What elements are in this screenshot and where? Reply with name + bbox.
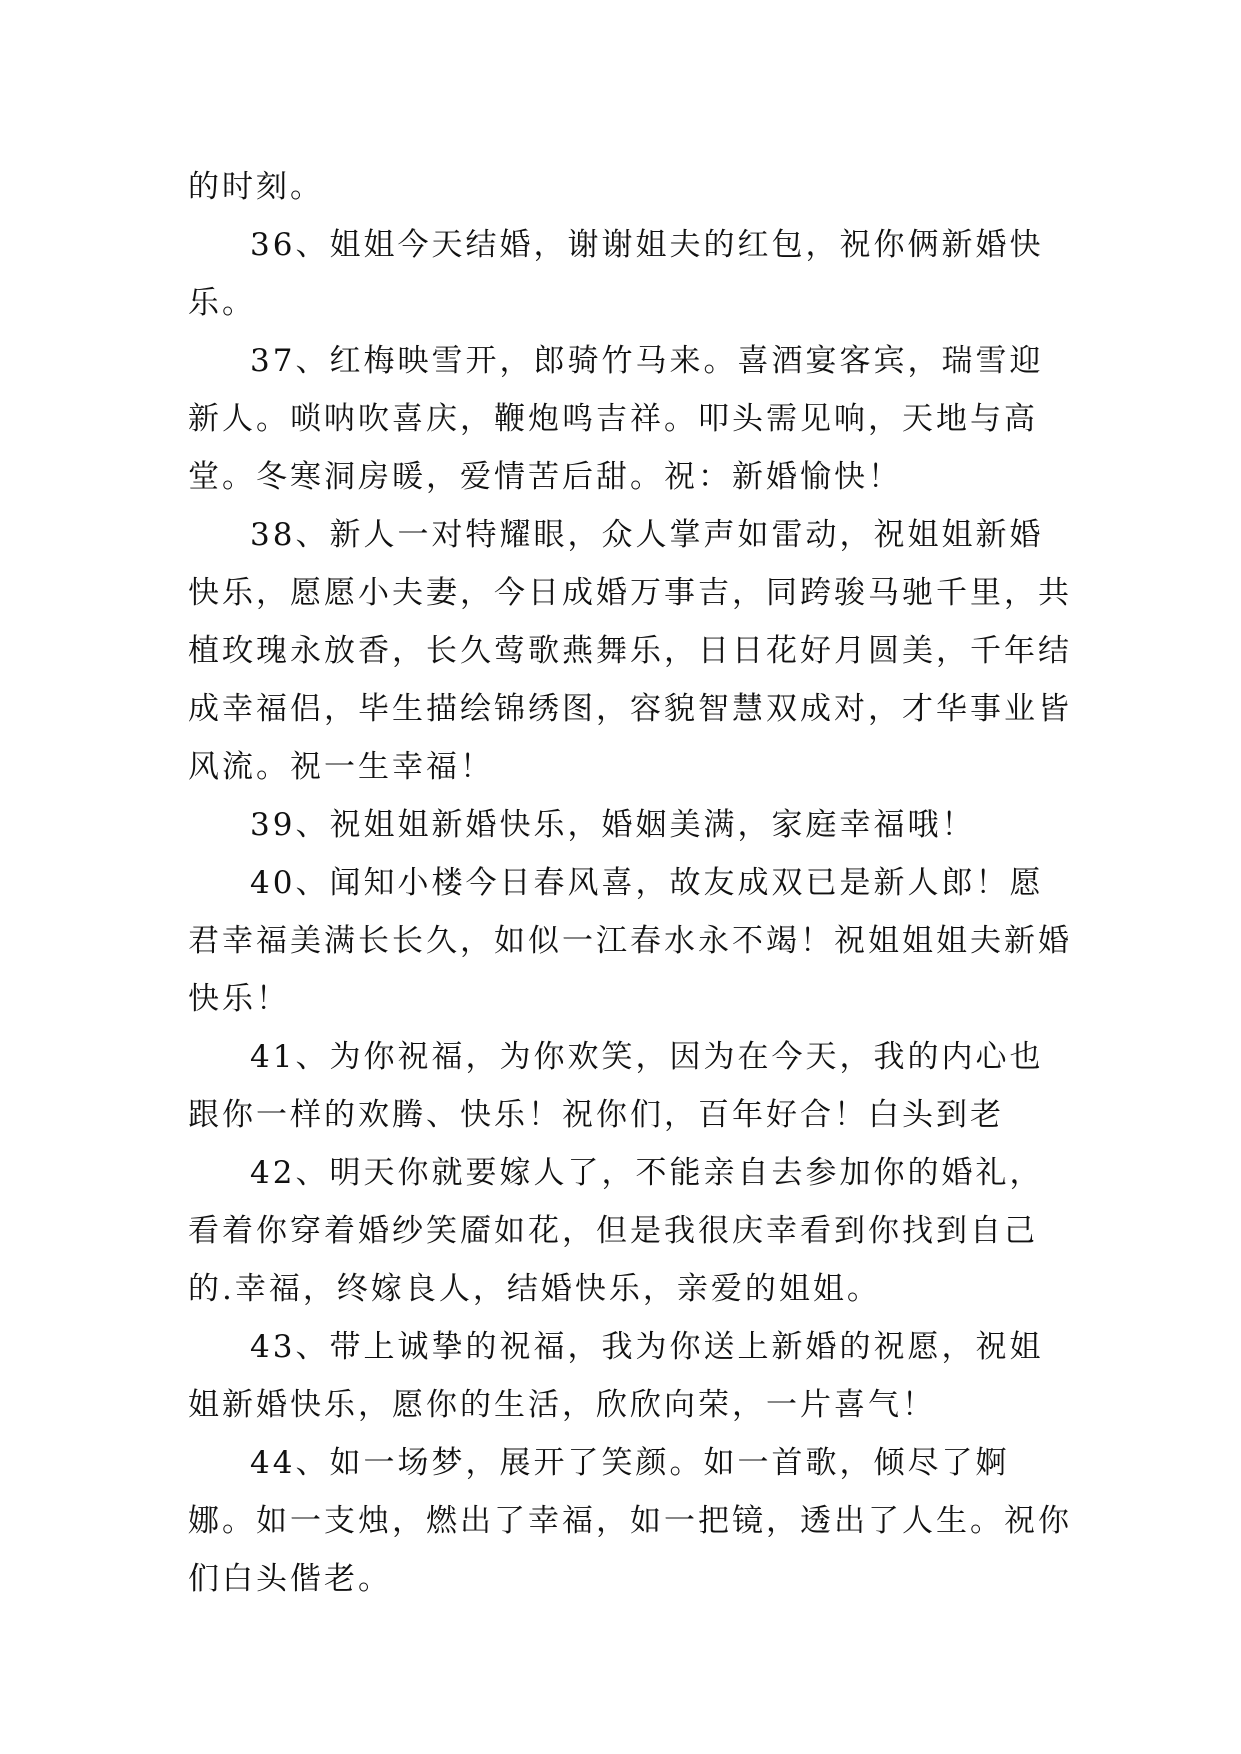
paragraph-42: 42、明天你就要嫁人了，不能亲自去参加你的婚礼，看着你穿着婚纱笑靥如花，但是我很庆幸看到你找到自己的.幸福，终嫁良人，结婚快乐，亲爱的姐姐。 [188,1155,1044,1307]
document-body [188,158,1073,1608]
paragraph-40: 40、闻知小楼今日春风喜，故友成双已是新人郎！愿君幸福美满长长久，如似一江春水永不竭！祝姐姐姐夫新婚快乐！ [188,865,1072,1017]
paragraph-continuation: 的时刻。 [188,169,324,205]
paragraph-41: 41、为你祝福，为你欢笑，因为在今天，我的内心也跟你一样的欢腾、快乐！祝你们，百年好合！白头到老 [188,1039,1044,1133]
paragraph-44: 44、如一场梦，展开了笑颜。如一首歌，倾尽了婀娜。如一支烛，燃出了幸福，如一把镜，透出了人生。祝你们白头偕老。 [188,1445,1072,1597]
paragraph-43: 43、带上诚挚的祝福，我为你送上新婚的祝愿，祝姐姐新婚快乐，愿你的生活，欣欣向荣，一片喜气！ [188,1329,1044,1423]
paragraph-38: 38、新人一对特耀眼，众人掌声如雷动，祝姐姐新婚快乐，愿愿小夫妻，今日成婚万事吉，同跨骏马驰千里，共植玫瑰永放香，长久莺歌燕舞乐，日日花好月圆美，千年结成幸福侣，毕生描绘锦绣图，容貌智慧双成对，才华事业皆风流。祝一生幸福！ [188,517,1072,785]
paragraph-37: 37、红梅映雪开，郎骑竹马来。喜酒宴客宾，瑞雪迎新人。唢呐吹喜庆，鞭炮鸣吉祥。叩头需见响，天地与高堂。冬寒洞房暖，爱情苦后甜。祝：新婚愉快！ [188,343,1044,495]
paragraph-39: 39、祝姐姐新婚快乐，婚姻美满，家庭幸福哦！ [250,807,976,843]
paragraph-36: 36、姐姐今天结婚，谢谢姐夫的红包，祝你俩新婚快乐。 [188,227,1044,321]
